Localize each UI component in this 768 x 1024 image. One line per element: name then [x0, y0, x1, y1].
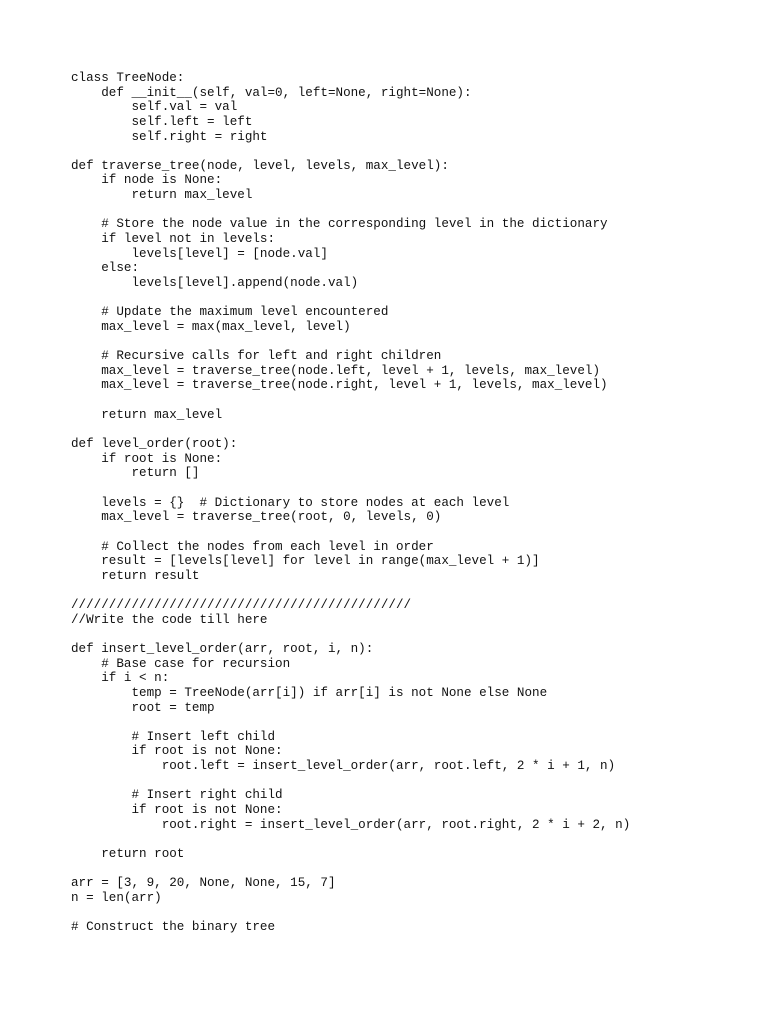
code-line: [71, 422, 630, 437]
code-line: # Recursive calls for left and right children: [71, 349, 442, 364]
code-line: n = len(arr): [71, 890, 162, 905]
code-line: def __init__(self, val=0, left=None, right=None):: [71, 85, 472, 100]
code-line: if root is not None:: [71, 803, 283, 818]
code-line: [71, 715, 630, 730]
code-line: [71, 393, 630, 408]
code-line: [71, 144, 630, 159]
code-line: else:: [71, 261, 140, 276]
code-line: levels[level].append(node.val): [71, 275, 359, 290]
code-line: arr = [3, 9, 20, None, None, 15, 7]: [71, 876, 336, 891]
code-line: [71, 335, 630, 350]
code-line: [71, 862, 630, 877]
code-line: max_level = traverse_tree(root, 0, levels, 0): [71, 510, 442, 525]
code-line: if level not in levels:: [71, 232, 276, 247]
code-line: max_level = max(max_level, level): [71, 319, 351, 334]
code-line: max_level = traverse_tree(node.right, level + 1, levels, max_level): [71, 378, 608, 393]
code-line: self.right = right: [71, 129, 268, 144]
code-line: root.right = insert_level_order(arr, root.right, 2 * i + 2, n): [71, 817, 631, 832]
code-line: # Insert left child: [71, 729, 276, 744]
code-line: [71, 291, 630, 306]
code-line: # Construct the binary tree: [71, 920, 276, 935]
code-line: max_level = traverse_tree(node.left, level + 1, levels, max_level): [71, 363, 601, 378]
code-line: root = temp: [71, 700, 215, 715]
code-line: levels = {} # Dictionary to store nodes at each level: [71, 495, 510, 510]
code-line: [71, 525, 630, 540]
code-line: [71, 832, 630, 847]
code-line: [71, 203, 630, 218]
code-line: # Store the node value in the corresponding level in the dictionary: [71, 217, 608, 232]
code-line: # Base case for recursion: [71, 656, 291, 671]
code-line: temp = TreeNode(arr[i]) if arr[i] is not None else None: [71, 685, 548, 700]
code-line: result = [levels[level] for level in range(max_level + 1)]: [71, 554, 540, 569]
code-line: return result: [71, 568, 200, 583]
code-line: if node is None:: [71, 173, 223, 188]
code-line: # Collect the nodes from each level in order: [71, 539, 434, 554]
code-block: [71, 71, 630, 935]
code-line: class TreeNode:: [71, 71, 185, 85]
code-line: [71, 627, 630, 642]
code-line: return []: [71, 466, 200, 481]
code-line: //Write the code till here: [71, 612, 268, 627]
code-line: if root is None:: [71, 451, 223, 466]
code-line: self.val = val: [71, 100, 238, 115]
code-line: if root is not None:: [71, 744, 283, 759]
code-line: # Insert right child: [71, 788, 283, 803]
code-line: self.left = left: [71, 114, 253, 129]
code-line: def insert_level_order(arr, root, i, n):: [71, 641, 374, 656]
code-line: if i < n:: [71, 671, 170, 686]
code-line: /////////////////////////////////////////////: [71, 598, 412, 613]
code-line: [71, 583, 630, 598]
code-line: [71, 481, 630, 496]
code-line: def level_order(root):: [71, 437, 238, 452]
code-line: levels[level] = [node.val]: [71, 246, 328, 261]
code-line: return root: [71, 846, 185, 861]
code-line: def traverse_tree(node, level, levels, max_level):: [71, 158, 449, 173]
code-line: return max_level: [71, 407, 223, 422]
code-line: [71, 906, 630, 921]
code-line: [71, 774, 630, 789]
code-line: # Update the maximum level encountered: [71, 305, 389, 320]
code-line: return max_level: [71, 188, 253, 203]
code-line: root.left = insert_level_order(arr, root.left, 2 * i + 1, n): [71, 759, 616, 774]
